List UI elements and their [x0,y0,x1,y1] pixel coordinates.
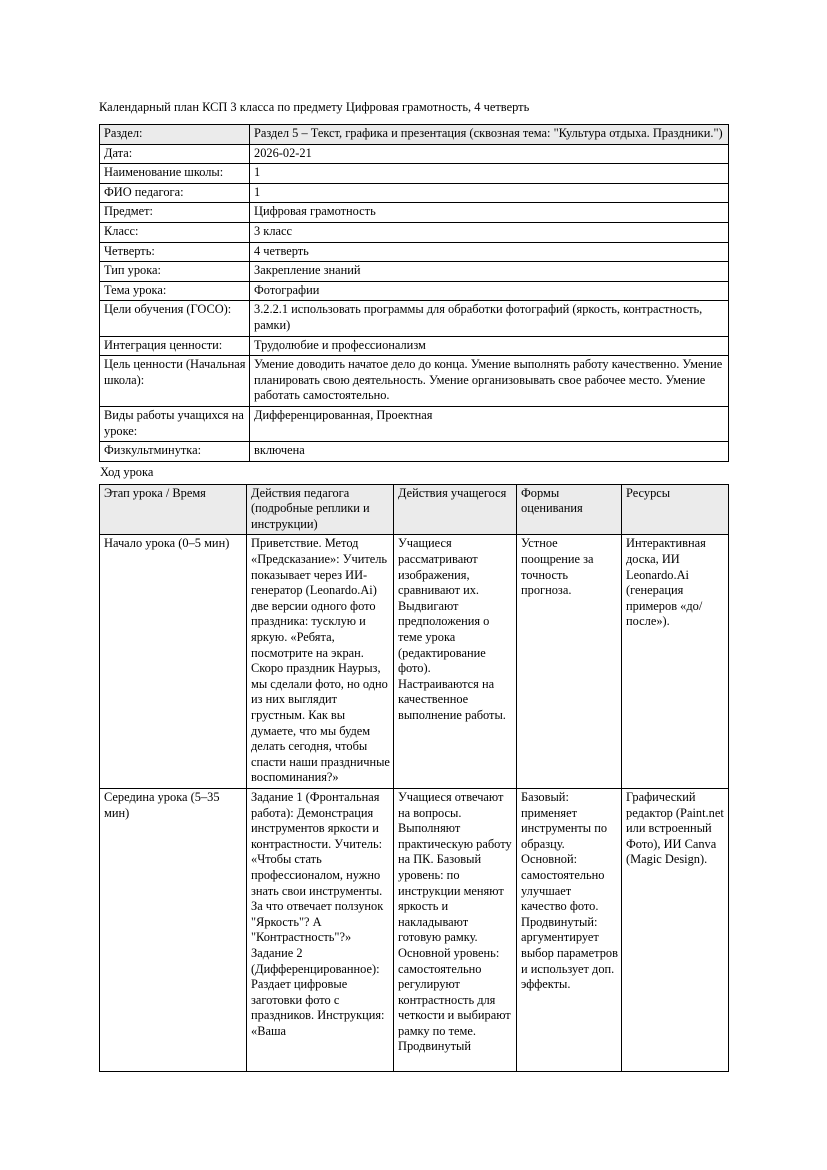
table-header-row [100,484,729,535]
info-row-value: Раздел 5 – Текст, графика и презентация (сквозная тема: "Культура отдыха. Праздники.") [250,125,729,145]
info-row-value: 4 четверть [250,242,729,262]
lesson-flow-table-body [100,535,729,1072]
info-row [100,262,729,282]
column-header: Действия учащегося [394,484,517,535]
stage-cell [100,535,247,789]
info-row-label: Раздел: [100,125,250,145]
info-row [100,164,729,184]
assessment-forms-cell-text: Базовый: применяет инструменты по образцу. Основной: самостоятельно улучшает качество фото. Продвинутый: аргументирует выбор параметров и использует доп. эффекты. [521,789,618,992]
info-row-label: Четверть: [100,242,250,262]
stage-cell-text: Начало урока (0–5 мин) [104,536,230,551]
assessment-forms-cell-text: Устное поощрение за точность прогноза. [521,536,594,598]
info-row [100,183,729,203]
teacher-actions-cell-text: Задание 1 (Фронтальная работа): Демонстрация инструментов яркости и контрастности. Учитель: «Чтобы стать профессионалом, нужно знать свои инструменты. За что отвечает ползунок "Яркость"? А "Контрастность"?» Задание 2 (Дифференцированное): Раздает цифровые заготовки фото с праздников. Инструкция: «Ваша [251,789,385,1038]
info-row-label: Физкультминутка: [100,442,250,462]
page-title: Календарный план КСП 3 класса по предмету Цифровая грамотность, 4 четверть [99,100,530,114]
info-row-value: Трудолюбие и профессионализм [250,336,729,356]
info-row-value: Умение доводить начатое дело до конца. Умение выполнять работу качественно. Умение планировать свою деятельность. Умение организовывать свое рабочее место. Умение работать самостоятельно. [250,356,729,407]
info-row [100,336,729,356]
info-row-label: Класс: [100,222,250,242]
info-row [100,442,729,462]
info-row-label: ФИО педагога: [100,183,250,203]
info-row-label: Тип урока: [100,262,250,282]
info-row [100,203,729,223]
info-row-value: 2026-02-21 [250,144,729,164]
lesson-flow-caption: Ход урока [100,464,154,479]
resources-cell-text: Интерактивная доска, ИИ Leonardo.Ai (генерация примеров «до/после»). [626,536,706,629]
lesson-flow-table-head [100,484,729,535]
column-header: Действия педагога (подробные реплики и инструкции) [247,484,394,535]
resources-cell-text: Графический редактор (Paint.net или встроенный Фото), ИИ Canva (Magic Design). [626,789,724,867]
info-row-label: Виды работы учащихся на уроке: [100,406,250,441]
column-header: Этап урока / Время [100,484,247,535]
info-row [100,222,729,242]
info-row-label: Наименование школы: [100,164,250,184]
teacher-actions-cell [247,788,394,1071]
table-row [100,788,729,1071]
info-row [100,125,729,145]
info-row-label: Предмет: [100,203,250,223]
info-row-label: Тема урока: [100,281,250,301]
stage-cell [100,788,247,1071]
info-row-value: 3.2.2.1 использовать программы для обработки фотографий (яркость, контрастность, рамки) [250,301,729,336]
resources-cell [622,535,729,789]
info-row-value: 1 [250,183,729,203]
info-row-value: 1 [250,164,729,184]
info-row-value: 3 класс [250,222,729,242]
lesson-flow-table [99,484,729,1072]
lesson-info-table-body [100,125,729,462]
teacher-actions-cell [247,535,394,789]
info-row [100,356,729,407]
column-header: Ресурсы [622,484,729,535]
teacher-actions-cell-text: Приветствие. Метод «Предсказание»: Учитель показывает через ИИ-генератор (Leonardo.Ai) две версии одного фото праздника: тусклую и яркую. «Ребята, посмотрите на экран. Скоро праздник Наурыз, мы сделали фото, но одно из них выглядит грустным. Как вы думаете, что мы будем делать сегодня, чтобы спасти наши праздничные воспоминания?» [251,536,390,785]
lesson-info-table [99,124,729,462]
info-row-value: Фотографии [250,281,729,301]
page-content [99,99,728,1072]
info-row [100,406,729,441]
student-actions-cell [394,788,517,1071]
info-row [100,242,729,262]
info-row-label: Цели обучения (ГОСО): [100,301,250,336]
info-row-label: Дата: [100,144,250,164]
student-actions-cell-text: Учащиеся рассматривают изображения, сравнивают их. Выдвигают предположения о теме урока (редактирование фото). Настраиваются на качественное выполнение работы. [398,536,506,722]
resources-cell [622,788,729,1071]
info-row-value: Цифровая грамотность [250,203,729,223]
info-row-value: включена [250,442,729,462]
assessment-forms-cell [517,535,622,789]
info-row-value: Дифференцированная, Проектная [250,406,729,441]
info-row-label: Интеграция ценности: [100,336,250,356]
student-actions-cell-text: Учащиеся отвечают на вопросы. Выполняют практическую работу на ПК. Базовый уровень: по инструкции меняют яркость и накладывают готовую рамку. Основной уровень: самостоятельно регулируют контрастность для четкости и выбирают рамку по теме. Продвинутый [398,789,512,1054]
info-row [100,144,729,164]
info-row-value: Закрепление знаний [250,262,729,282]
column-header: Формы оценивания [517,484,622,535]
info-row-label: Цель ценности (Начальная школа): [100,356,250,407]
info-row [100,301,729,336]
stage-cell-text: Середина урока (5–35 мин) [104,789,220,820]
info-row [100,281,729,301]
student-actions-cell [394,535,517,789]
table-row [100,535,729,789]
assessment-forms-cell [517,788,622,1071]
